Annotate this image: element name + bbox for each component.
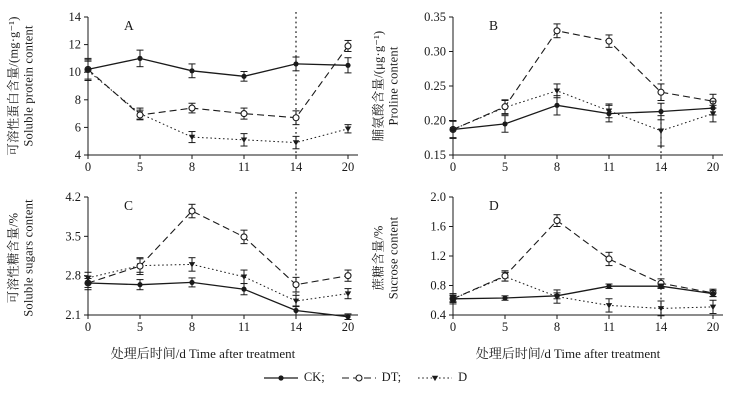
chart-svg-B — [407, 5, 729, 189]
x-tick-label: 0 — [449, 160, 457, 174]
x-tick-label: 11 — [237, 160, 251, 174]
plot-area-b — [407, 5, 729, 189]
x-tick-label: 8 — [553, 160, 561, 174]
error-bars — [85, 50, 352, 81]
y-axis-label-zh: 脯氨酸含量/(μg·g⁻¹) — [371, 30, 386, 142]
x-axis-title: 处理后时间/d Time after treatment — [475, 346, 661, 361]
series-ck — [450, 96, 717, 139]
legend-label-ck: CK; — [303, 370, 325, 384]
series-d — [450, 272, 717, 316]
series-dt — [450, 24, 717, 138]
chart-svg-D — [407, 189, 729, 341]
x-tick-label: 8 — [188, 160, 196, 174]
x-tick-label: 5 — [501, 160, 509, 174]
panel-b — [365, 5, 730, 189]
error-bars — [85, 40, 352, 124]
error-bars — [85, 204, 352, 292]
y-axis-label-wrap-c — [0, 189, 42, 362]
series-dt — [85, 204, 352, 292]
y-tick-label: 2.8 — [65, 268, 81, 283]
y-tick-label: 10 — [68, 65, 81, 80]
series-dt — [450, 215, 717, 303]
y-axis-label-en: Soluble sugars content — [21, 199, 35, 317]
axes — [84, 197, 358, 319]
chart-svg-A — [42, 5, 364, 189]
y-axis-label-en: Soluble protein content — [21, 25, 35, 147]
x-tick-label: 11 — [602, 160, 616, 174]
x-tick-label: 14 — [654, 320, 668, 334]
x-tick-label: 20 — [706, 320, 720, 334]
x-tick-label: 20 — [341, 320, 355, 334]
x-tick-label: 20 — [706, 160, 720, 174]
legend-label-dt: DT; — [381, 370, 402, 384]
y-tick-label: 0.30 — [424, 44, 446, 59]
y-tick-label: 0.25 — [424, 79, 446, 93]
x-tick-label: 8 — [553, 320, 561, 334]
plot-area-d — [407, 189, 729, 341]
legend — [0, 370, 730, 385]
y-axis-label-c — [6, 199, 36, 317]
x-tick-label: 11 — [602, 320, 616, 334]
x-tick-label: 0 — [449, 320, 457, 334]
series-d — [85, 61, 352, 149]
y-tick-label: 4.2 — [65, 190, 81, 204]
y-axis-label-en: Proline content — [386, 46, 400, 126]
x-tick-label: 5 — [501, 320, 509, 334]
panel-a — [0, 5, 365, 189]
series-d — [450, 84, 717, 146]
legend-item-ck — [263, 370, 325, 385]
x-tick-label: 14 — [289, 320, 303, 334]
panel-grid — [0, 5, 730, 362]
open-circle-icon — [341, 372, 377, 384]
y-axis-label-a — [6, 16, 36, 155]
y-tick-label: 0.8 — [430, 278, 446, 293]
error-bars — [85, 61, 352, 149]
legend-item-d — [417, 370, 467, 385]
filled-circle-icon — [263, 372, 299, 384]
tick-labels — [430, 190, 719, 334]
plot-area-a — [42, 5, 364, 189]
y-axis-label-zh: 蔗糖含量/% — [371, 225, 386, 291]
x-tick-label: 5 — [136, 160, 144, 174]
tick-labels — [69, 10, 355, 174]
series-d — [85, 258, 352, 307]
y-axis-label-d — [371, 217, 401, 300]
legend-label-d: D — [458, 370, 468, 384]
x-tick-label: 14 — [654, 160, 668, 174]
y-tick-label: 12 — [68, 37, 81, 52]
x-tick-label: 5 — [136, 320, 144, 334]
filled-triangle-down-icon — [417, 372, 453, 384]
y-tick-label: 1.2 — [430, 249, 446, 263]
y-axis-label-wrap-d — [365, 189, 407, 362]
y-tick-label: 8 — [74, 92, 81, 107]
error-bars — [450, 272, 717, 316]
panel-d — [365, 189, 730, 362]
y-tick-label: 0.4 — [430, 308, 446, 322]
series-dt — [85, 40, 352, 124]
x-tick-label: 20 — [341, 160, 355, 174]
plot-area-c — [42, 189, 364, 341]
chart-svg-C — [42, 189, 364, 341]
y-tick-label: 1.6 — [430, 219, 446, 234]
x-tick-label: 0 — [84, 320, 92, 334]
y-tick-label: 4 — [74, 148, 81, 162]
axes — [84, 17, 358, 159]
y-axis-label-en: Sucrose content — [386, 216, 400, 300]
y-axis-label-wrap-b — [365, 5, 407, 189]
panel-letter: C — [124, 198, 134, 213]
x-tick-label: 11 — [237, 320, 251, 334]
y-tick-label: 2.0 — [430, 190, 446, 204]
y-tick-label: 0.15 — [424, 148, 446, 162]
panel-letter: A — [124, 18, 134, 33]
y-axis-label-zh: 可溶性糖含量/% — [6, 212, 21, 304]
x-axis-title: 处理后时间/d Time after treatment — [110, 346, 296, 361]
y-tick-label: 2.1 — [65, 308, 81, 322]
x-tick-label: 0 — [84, 160, 92, 174]
y-axis-label-wrap-a — [0, 5, 42, 189]
panel-letter: D — [489, 198, 499, 213]
panel-c — [0, 189, 365, 362]
error-bars — [450, 215, 717, 303]
y-tick-label: 0.20 — [424, 113, 446, 128]
axes — [449, 197, 723, 319]
error-bars — [450, 24, 717, 138]
error-bars — [450, 96, 717, 139]
x-tick-label: 14 — [289, 160, 303, 174]
y-tick-label: 14 — [68, 10, 81, 24]
y-axis-label-zh: 可溶性蛋白含量/(mg·g⁻¹) — [6, 16, 21, 156]
series-ck — [85, 50, 352, 81]
y-tick-label: 0.35 — [424, 10, 446, 24]
y-tick-label: 3.5 — [65, 229, 81, 244]
error-bars — [450, 84, 717, 146]
panel-letter: B — [489, 18, 499, 33]
tick-labels — [424, 10, 719, 174]
legend-item-dt — [341, 370, 401, 385]
y-tick-label: 6 — [74, 120, 81, 135]
axes — [449, 17, 723, 159]
x-tick-label: 8 — [188, 320, 196, 334]
y-axis-label-b — [371, 31, 401, 142]
